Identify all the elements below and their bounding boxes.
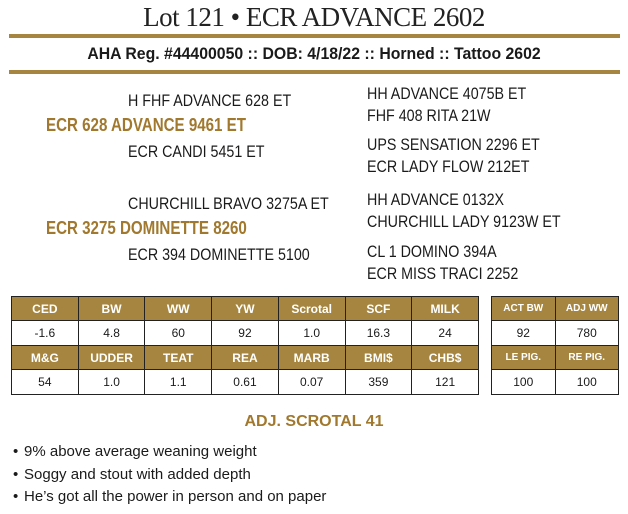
epd-header: Scrotal <box>278 297 345 321</box>
top-divider <box>9 34 620 38</box>
bullet-icon: • <box>13 443 19 460</box>
epd-value: 54 <box>12 370 79 395</box>
epd-header-row <box>12 346 479 370</box>
list-item-text: 9% above average weaning weight <box>24 443 257 460</box>
pedigree-sire-dam: ECR CANDI 5451 ET <box>128 142 265 161</box>
bullet-icon: • <box>13 465 19 483</box>
epd-table <box>11 296 479 395</box>
epd-header: UDDER <box>78 346 145 370</box>
epd-header: SCF <box>345 297 412 321</box>
epd-value: 92 <box>212 321 279 346</box>
epd-header: CHB$ <box>412 346 479 370</box>
epd-value: 60 <box>145 321 212 346</box>
epd-value-row <box>12 370 479 395</box>
epd-header: MILK <box>412 297 479 321</box>
epd-value: 0.07 <box>278 370 345 395</box>
actual-value-row <box>492 370 619 395</box>
pedigree-ancestor: HH ADVANCE 4075B ET <box>367 84 527 103</box>
list-item <box>13 441 326 464</box>
epd-value: 359 <box>345 370 412 395</box>
actual-header-row <box>492 346 619 370</box>
registration-line: AHA Reg. #44400050 :: DOB: 4/18/22 :: Horned :: Tattoo 2602 <box>87 44 541 63</box>
epd-value-row <box>12 321 479 346</box>
pedigree-dam-sire: CHURCHILL BRAVO 3275A ET <box>128 194 329 213</box>
epd-header: TEAT <box>145 346 212 370</box>
actual-header-row <box>492 297 619 321</box>
actual-measures-table <box>491 296 619 395</box>
actual-header: RE PIG. <box>555 346 619 370</box>
epd-value: 1.0 <box>278 321 345 346</box>
adj-scrotal: ADJ. SCROTAL 41 <box>244 413 384 430</box>
list-item <box>13 464 326 487</box>
pedigree-ancestor: ECR LADY FLOW 212ET <box>367 157 530 176</box>
actual-header: LE PIG. <box>492 346 556 370</box>
epd-header: M&G <box>12 346 79 370</box>
epd-value: 16.3 <box>345 321 412 346</box>
list-item <box>13 486 326 509</box>
bullet-icon: • <box>13 488 19 505</box>
epd-header: WW <box>145 297 212 321</box>
pedigree-ancestor: ECR MISS TRACI 2252 <box>367 264 519 283</box>
epd-header: YW <box>212 297 279 321</box>
epd-header: BW <box>78 297 145 321</box>
actual-value: 100 <box>555 370 619 395</box>
list-item-text: He’s got all the power in person and on paper <box>24 488 327 505</box>
pedigree-ancestor: CHURCHILL LADY 9123W ET <box>367 212 561 231</box>
epd-value: 1.1 <box>145 370 212 395</box>
epd-header: CED <box>12 297 79 321</box>
pedigree-dam: ECR 3275 DOMINETTE 8260 <box>46 218 247 238</box>
pedigree-dam-dam: ECR 394 DOMINETTE 5100 <box>128 245 310 264</box>
epd-header: MARB <box>278 346 345 370</box>
epd-value: 24 <box>412 321 479 346</box>
epd-value: 1.0 <box>78 370 145 395</box>
epd-value: 0.61 <box>212 370 279 395</box>
epd-header: REA <box>212 346 279 370</box>
pedigree-ancestor: HH ADVANCE 0132X <box>367 190 505 209</box>
actual-value-row <box>492 321 619 346</box>
epd-header-row <box>12 297 479 321</box>
pedigree-ancestor: UPS SENSATION 2296 ET <box>367 135 540 154</box>
pedigree-ancestor: CL 1 DOMINO 394A <box>367 242 497 261</box>
actual-value: 780 <box>555 321 619 346</box>
pedigree-sire-sire: H FHF ADVANCE 628 ET <box>128 91 292 110</box>
lot-title: Lot 121 • ECR ADVANCE 2602 <box>143 2 485 32</box>
epd-header: BMI$ <box>345 346 412 370</box>
highlights-list <box>13 441 326 509</box>
registration-divider <box>9 70 620 74</box>
epd-value: 4.8 <box>78 321 145 346</box>
actual-header: ACT BW <box>492 297 556 321</box>
epd-value: -1.6 <box>12 321 79 346</box>
epd-value: 121 <box>412 370 479 395</box>
actual-value: 100 <box>492 370 556 395</box>
pedigree-sire: ECR 628 ADVANCE 9461 ET <box>46 115 246 135</box>
pedigree-ancestor: FHF 408 RITA 21W <box>367 106 491 125</box>
actual-header: ADJ WW <box>555 297 619 321</box>
list-item-text: Soggy and stout with added depth <box>24 465 251 483</box>
actual-value: 92 <box>492 321 556 346</box>
